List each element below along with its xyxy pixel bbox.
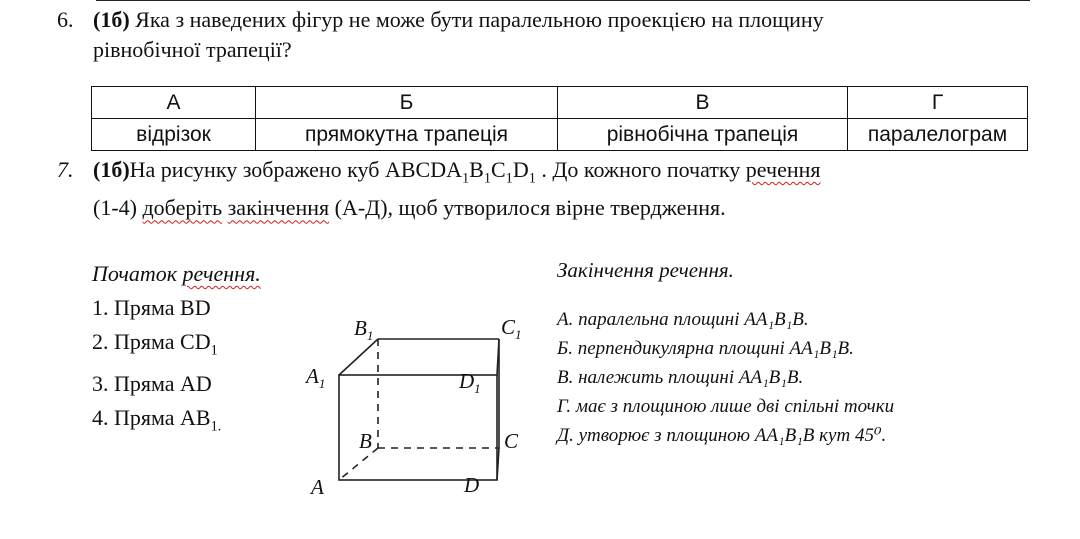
- cube-label-b1: $B_1$: [354, 316, 374, 343]
- question-6-number: 6.: [57, 7, 74, 32]
- answer-cell-b: прямокутна трапеція: [256, 119, 558, 151]
- ending-d: Д. утворює з площиною АА₁В₁В кут 45⁰.: [557, 425, 887, 446]
- cube-diagram: [296, 308, 536, 508]
- question-6-points: (1б): [93, 7, 130, 32]
- question-7-number: 7.: [57, 157, 74, 182]
- ending-a: А. паралельна площині АА₁В₁В.: [557, 309, 809, 330]
- question-7-line2-a: (1-4): [93, 195, 143, 221]
- answer-header-b: Б: [256, 87, 558, 119]
- answer-cell-a: відрізок: [92, 119, 256, 151]
- beginnings-heading: Початок речення.: [92, 261, 261, 286]
- question-7-word-zakinchennia: закінчення: [227, 195, 330, 221]
- answer-header-g: Г: [848, 87, 1028, 119]
- cube-label-a: A: [311, 475, 324, 499]
- question-6-text-line1: Яка з наведених фігур не може бути паралельною проекцією на площину: [129, 7, 824, 32]
- cube-label-d: D: [464, 473, 480, 497]
- question-7-word-rechennia: речення: [745, 157, 821, 182]
- ending-b: Б. перпендикулярна площині АА₁В₁В.: [557, 338, 854, 359]
- question-6-text-line2: рівнобічної трапеції?: [93, 37, 292, 62]
- answer-cell-g: паралелограм: [848, 119, 1028, 151]
- endings-heading: Закінчення речення.: [557, 258, 734, 282]
- answer-header-v: В: [558, 87, 848, 119]
- cube-label-c: C: [504, 429, 519, 453]
- question-7-word-doberit: доберіть: [142, 195, 223, 221]
- statement-3: 3. Пряма AD: [92, 371, 212, 397]
- cube-label-d1: $D_1$: [459, 369, 481, 396]
- answer-cell-v: рівнобічна трапеція: [558, 119, 848, 151]
- question-7-line1-a: На рисунку зображено куб ABCDA: [129, 157, 462, 182]
- question-7-points: (1б): [93, 157, 130, 182]
- ending-v: В. належить площині АА₁В₁В.: [557, 367, 804, 388]
- question-7-line1-b: . До кожного початку: [535, 157, 746, 182]
- sentence-endings: [557, 258, 894, 450]
- answer-table-values-row: [92, 119, 1028, 151]
- statement-4: 4. Пряма $AB_{1.}$: [92, 405, 222, 435]
- answer-table: [91, 86, 1028, 151]
- statement-2: 2. Пряма $CD_1$: [92, 329, 218, 359]
- statement-1: 1. Пряма BD: [92, 295, 211, 320]
- answer-table-header-row: [92, 87, 1028, 119]
- ending-g: Г. має з площиною лише дві спільні точки: [557, 396, 895, 417]
- sentence-beginnings: [92, 257, 261, 444]
- cube-label-a1: $A_1$: [306, 364, 326, 391]
- question-7-line2-e: (А-Д), щоб утворилося вірне твердження.: [329, 195, 726, 221]
- cube-label-b: B: [359, 429, 372, 453]
- top-border-line: [96, 0, 1030, 1]
- cube-edge-a1b1: [339, 339, 378, 375]
- cube-label-c1: $C_1$: [501, 315, 522, 342]
- answer-header-a: А: [92, 87, 256, 119]
